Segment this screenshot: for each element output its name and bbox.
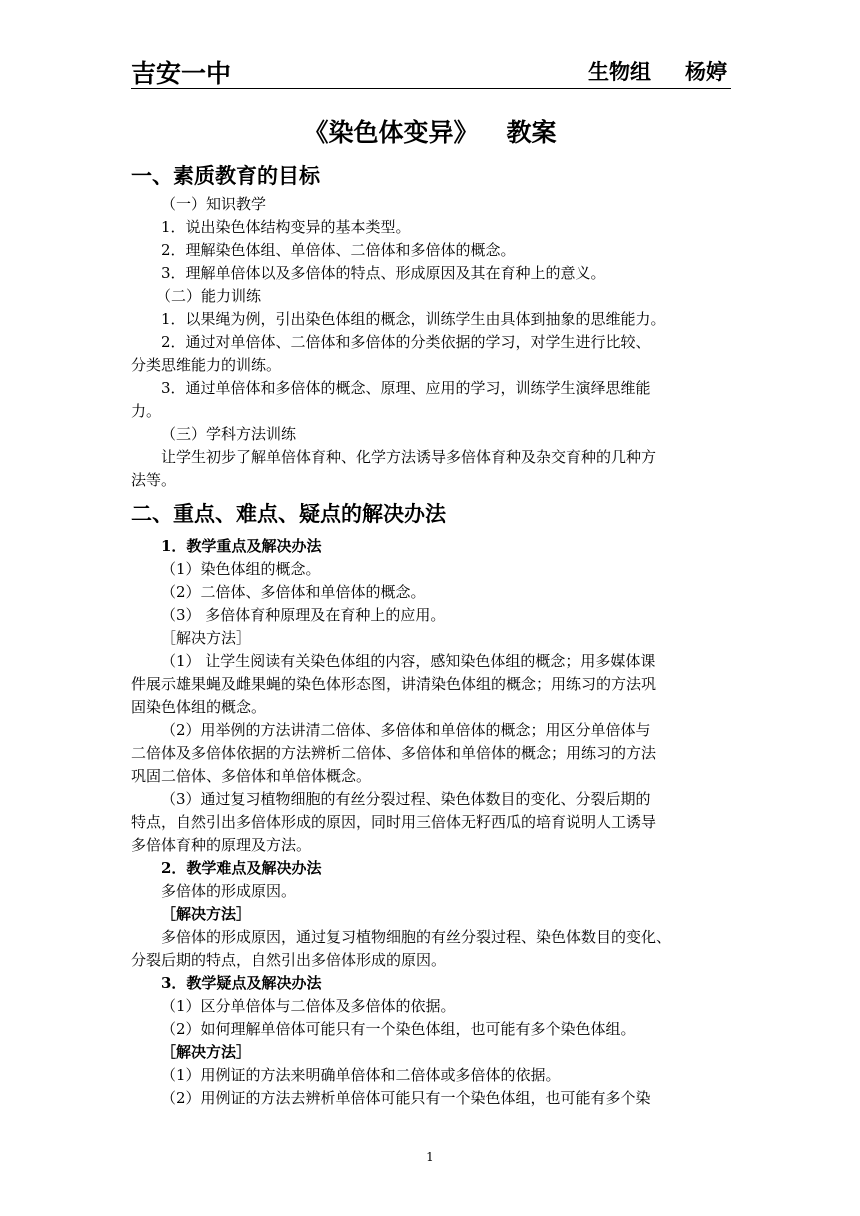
paragraph-line: 让学生初步了解单倍体育种、化学方法诱导多倍体育种及杂交育种的几种方 <box>161 448 657 466</box>
paragraph-line: （2）用例证的方法去辨析单倍体可能只有一个染色体组，也可能有多个染 <box>161 1089 651 1107</box>
subsection-heading: （三）学科方法训练 <box>161 425 297 443</box>
paragraph-line: 多倍体的形成原因。 <box>161 882 297 900</box>
paragraph-line: 3．通过单倍体和多倍体的概念、原理、应用的学习，训练学生演绎思维能 <box>161 379 651 397</box>
subsection-heading: （二）能力训练 <box>156 287 262 305</box>
title-main: 《染色体变异》 <box>303 118 479 147</box>
subsection-heading: 2．教学难点及解决办法 <box>161 859 322 877</box>
subsection-heading: 3．教学疑点及解决办法 <box>161 974 322 992</box>
section-heading: 一、素质教育的目标 <box>131 164 320 188</box>
paragraph-line: 固染色体组的概念。 <box>131 698 267 716</box>
paragraph-line: 2．通过对单倍体、二倍体和多倍体的分类依据的学习，对学生进行比较、 <box>161 333 651 351</box>
paragraph-line: （2）如何理解单倍体可能只有一个染色体组，也可能有多个染色体组。 <box>161 1020 636 1038</box>
paragraph-line: 多倍体的形成原因，通过复习植物细胞的有丝分裂过程、染色体数目的变化、 <box>161 928 672 946</box>
paragraph-line: 2．理解染色体组、单倍体、二倍体和多倍体的概念。 <box>161 241 516 259</box>
page-header <box>131 52 731 89</box>
document-title <box>0 113 860 149</box>
paragraph-line: 分类思维能力的训练。 <box>131 356 282 374</box>
title-suffix: 教案 <box>506 118 557 147</box>
paragraph-line: （1）染色体组的概念。 <box>161 560 321 578</box>
paragraph-line: 力。 <box>131 402 162 420</box>
page-number: 1 <box>426 1150 434 1164</box>
paragraph-line: 1．说出染色体结构变异的基本类型。 <box>161 218 411 236</box>
paragraph-line: 件展示雄果蝇及雌果蝇的染色体形态图，讲清染色体组的概念；用练习的方法巩 <box>131 675 657 693</box>
method-label: ［解决方法］ <box>161 1043 252 1061</box>
paragraph-line: 3．理解单倍体以及多倍体的特点、形成原因及其在育种上的意义。 <box>161 264 606 282</box>
paragraph-line: 特点，自然引出多倍体形成的原因，同时用三倍体无籽西瓜的培育说明人工诱导 <box>131 813 657 831</box>
paragraph-line: 法等。 <box>131 471 177 489</box>
paragraph-line: 分裂后期的特点，自然引出多倍体形成的原因。 <box>131 951 447 969</box>
paragraph-line: （2）用举例的方法讲清二倍体、多倍体和单倍体的概念；用区分单倍体与 <box>161 721 651 739</box>
paragraph-line: （1） 让学生阅读有关染色体组的内容，感知染色体组的概念；用多媒体课 <box>161 652 656 670</box>
paragraph-line: 多倍体育种的原理及方法。 <box>131 836 312 854</box>
school-name: 吉安一中 <box>131 59 232 88</box>
subsection-heading: （一）知识教学 <box>161 195 267 213</box>
method-label: ［解决方法］ <box>161 905 252 923</box>
section-heading: 二、重点、难点、疑点的解决办法 <box>131 502 446 526</box>
paragraph-line: 二倍体及多倍体依据的方法辨析二倍体、多倍体和单倍体的概念；用练习的方法 <box>131 744 657 762</box>
method-label: ［解决方法］ <box>161 629 252 647</box>
paragraph-line: （1）区分单倍体与二倍体及多倍体的依据。 <box>161 997 456 1015</box>
paragraph-line: 1．以果绳为例，引出染色体组的概念，训练学生由具体到抽象的思维能力。 <box>161 310 666 328</box>
paragraph-line: （3） 多倍体育种原理及在育种上的应用。 <box>161 606 446 624</box>
header-right <box>554 56 727 86</box>
paragraph-line: （1）用例证的方法来明确单倍体和二倍体或多倍体的依据。 <box>161 1066 561 1084</box>
paragraph-line: 巩固二倍体、多倍体和单倍体概念。 <box>131 767 372 785</box>
group-name: 生物组 <box>588 60 651 84</box>
author-name: 杨婷 <box>685 60 727 84</box>
paragraph-line: （2）二倍体、多倍体和单倍体的概念。 <box>161 583 426 601</box>
paragraph-line: （3）通过复习植物细胞的有丝分裂过程、染色体数目的变化、分裂后期的 <box>161 790 651 808</box>
subsection-heading: 1．教学重点及解决办法 <box>161 537 322 555</box>
